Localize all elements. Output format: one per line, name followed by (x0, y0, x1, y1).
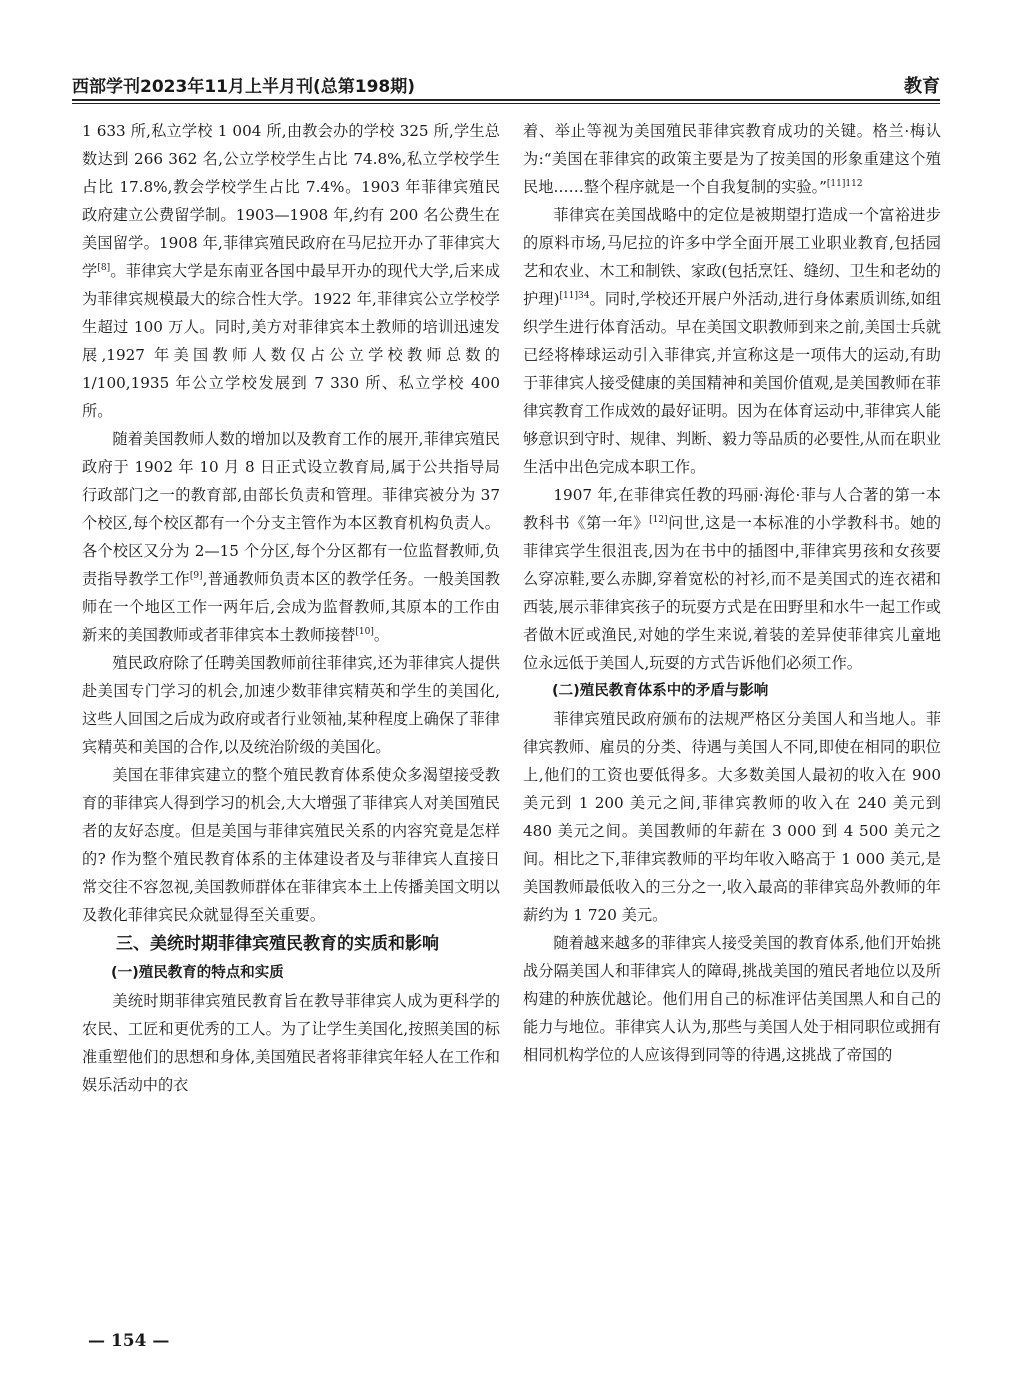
journal-title: 西部学刊2023年11月上半月刊(总第198期) (72, 77, 415, 97)
header-rule-thin (72, 103, 940, 104)
citation: [11]34 (559, 290, 590, 301)
paragraph: 1907 年,在菲律宾任教的玛丽·海伦·菲与人合著的第一本教科书《第一年》[12]问世,这是一本标准的小学教科书。她的菲律宾学生很沮丧,因为在书中的插图中,菲律宾男孩和女孩要么穿凉鞋,要么赤脚,穿着宽松的衬衫,而不是美国式的连衣裙和西装,展示菲律宾孩子的玩耍方式是在田野里和水牛一起工作或者做木匠或渔民,对她的学生来说,着装的差异使菲律宾儿童地位永远低于美国人,玩耍的方式告诉他们必须工作。 (523, 486, 941, 672)
paragraph: 菲律宾殖民政府颁布的法规严格区分美国人和当地人。菲律宾教师、雇员的分类、待遇与美国人不同,即使在相同的职位上,他们的工资也要低得多。大多数美国人最初的收入在 900 美元到 1 200 美元之间,菲律宾教师的收入在 240 美元到 480 美元之间。美国教师的年薪在 3 000 到 4 500 美元之间。相比之下,菲律宾教师的平均年收入略高于 1 000 美元,是美国教师最低收入的三分之一,收入最高的菲律宾岛外教师的年薪约为 1 720 美元。 (523, 710, 941, 924)
header-rule (72, 99, 940, 101)
paragraph: 随着越来越多的菲律宾人接受美国的教育体系,他们开始挑战分隔美国人和菲律宾人的障碍,挑战美国的殖民者地位以及所构建的种族优越论。他们用自己的标准评估美国黑人和自己的能力与地位。菲律宾人认为,那些与美国人处于相同职位或拥有相同机构学位的人应该得到同等的待遇,这挑战了帝国的 (523, 934, 941, 1064)
paragraph: 随着美国教师人数的增加以及教育工作的展开,菲律宾殖民政府于 1902 年 10 月 8 日正式设立教育局,属于公共指导局行政部门之一的教育部,由部长负责和管理。菲律宾被分为 37 个校区,每个校区都有一个分支主管作为本区教育机构负责人。各个校区又分为 2—15 个分区,每个分区都有一位监督教师,负责指导教学工作[9],普通教师负责本区的教学任务。一般美国教师在一个地区工作一两年后,会成为监督教师,其原本的工作由新来的美国教师或者菲律宾本土教师接替[10]。 (82, 430, 500, 644)
paragraph: 1 633 所,私立学校 1 004 所,由教会办的学校 325 所,学生总数达到 266 362 名,公立学校学生占比 74.8%,私立学校学生占比 17.8%,教会学校学生占比 7.4%。1903 年菲律宾殖民政府建立公费留学制。1903—1908 年,约有 200 名公费生在美国留学。1908 年,菲律宾殖民政府在马尼拉开办了菲律宾大学[8]。菲律宾大学是东南亚各国中最早开办的现代大学,后来成为菲律宾规模最大的综合性大学。1922 年,菲律宾公立学校学生超过 100 万人。同时,美方对菲律宾本土教师的培训迅速发展,1927 年美国教师人数仅占公立学校教师总数的 1/100,1935 年公立学校发展到 7 330 所、私立学校 400 所。 (82, 122, 500, 420)
section-name: 教育 (904, 76, 940, 97)
citation: [8] (97, 262, 111, 273)
citation: [11]112 (826, 178, 863, 189)
citation: [10] (355, 626, 374, 637)
citation: [12] (649, 514, 668, 525)
paragraph: 菲律宾在美国战略中的定位是被期望打造成一个富裕进步的原料市场,马尼拉的许多中学全面开展工业职业教育,包括园艺和农业、木工和制铁、家政(包括烹饪、缝纫、卫生和老幼的护理)$^{[11]34}$。同时,学校还开展户外活动,进行身体素质训练,如组织学生进行体育活动。早在美国文职教师到来之前,美国士兵就已经将棒球运动引入菲律宾,并宣称这是一项伟大的运动,有助于菲律宾人接受健康的美国精神和美国价值观,是美国教师在菲律宾教育工作成效的最好证明。因为在体育运动中,菲律宾人能够意识到守时、规律、判断、毅力等品质的必要性,从而在职业生活中出色完成本职工作。 (523, 206, 941, 476)
section-heading: 三、美统时期菲律宾殖民教育的实质和影响 (116, 934, 439, 954)
citation: [9] (189, 570, 203, 581)
subsection-heading: (一)殖民教育的特点和实质 (111, 965, 284, 981)
paragraph: 美国在菲律宾建立的整个殖民教育体系使众多渴望接受教育的菲律宾人得到学习的机会,大大增强了菲律宾人对美国殖民者的友好态度。但是美国与菲律宾殖民关系的内容究竟是怎样的? 作为整个殖民教育体系的主体建设者及与菲律宾人直接日常交往不容忽视,美国教师群体在菲律宾本土上传播美国文明以及教化菲律宾民众就显得至关重要。 (82, 766, 500, 924)
right-column (523, 117, 941, 1317)
left-column (82, 117, 500, 1317)
paragraph: 殖民政府除了任聘美国教师前往菲律宾,还为菲律宾人提供赴美国专门学习的机会,加速少数菲律宾精英和学生的美国化,这些人回国之后成为政府或者行业领袖,某种程度上确保了菲律宾精英和美国的合作,以及统治阶级的美国化。 (82, 654, 500, 756)
running-header (72, 62, 940, 102)
page-number: — 154 — (88, 1331, 170, 1351)
subsection-heading: (二)殖民教育体系中的矛盾与影响 (552, 683, 769, 699)
paragraph: 美统时期菲律宾殖民教育旨在教导菲律宾人成为更科学的农民、工匠和更优秀的工人。为了让学生美国化,按照美国的标准重塑他们的思想和身体,美国殖民者将菲律宾年轻人在工作和娱乐活动中的衣 (82, 992, 500, 1094)
paragraph: 着、举止等视为美国殖民菲律宾教育成功的关键。格兰·梅认为:“美国在菲律宾的政策主要是为了按美国的形象重建这个殖民地……整个程序就是一个自我复制的实验。”$^{[11]112}$ (523, 122, 941, 196)
